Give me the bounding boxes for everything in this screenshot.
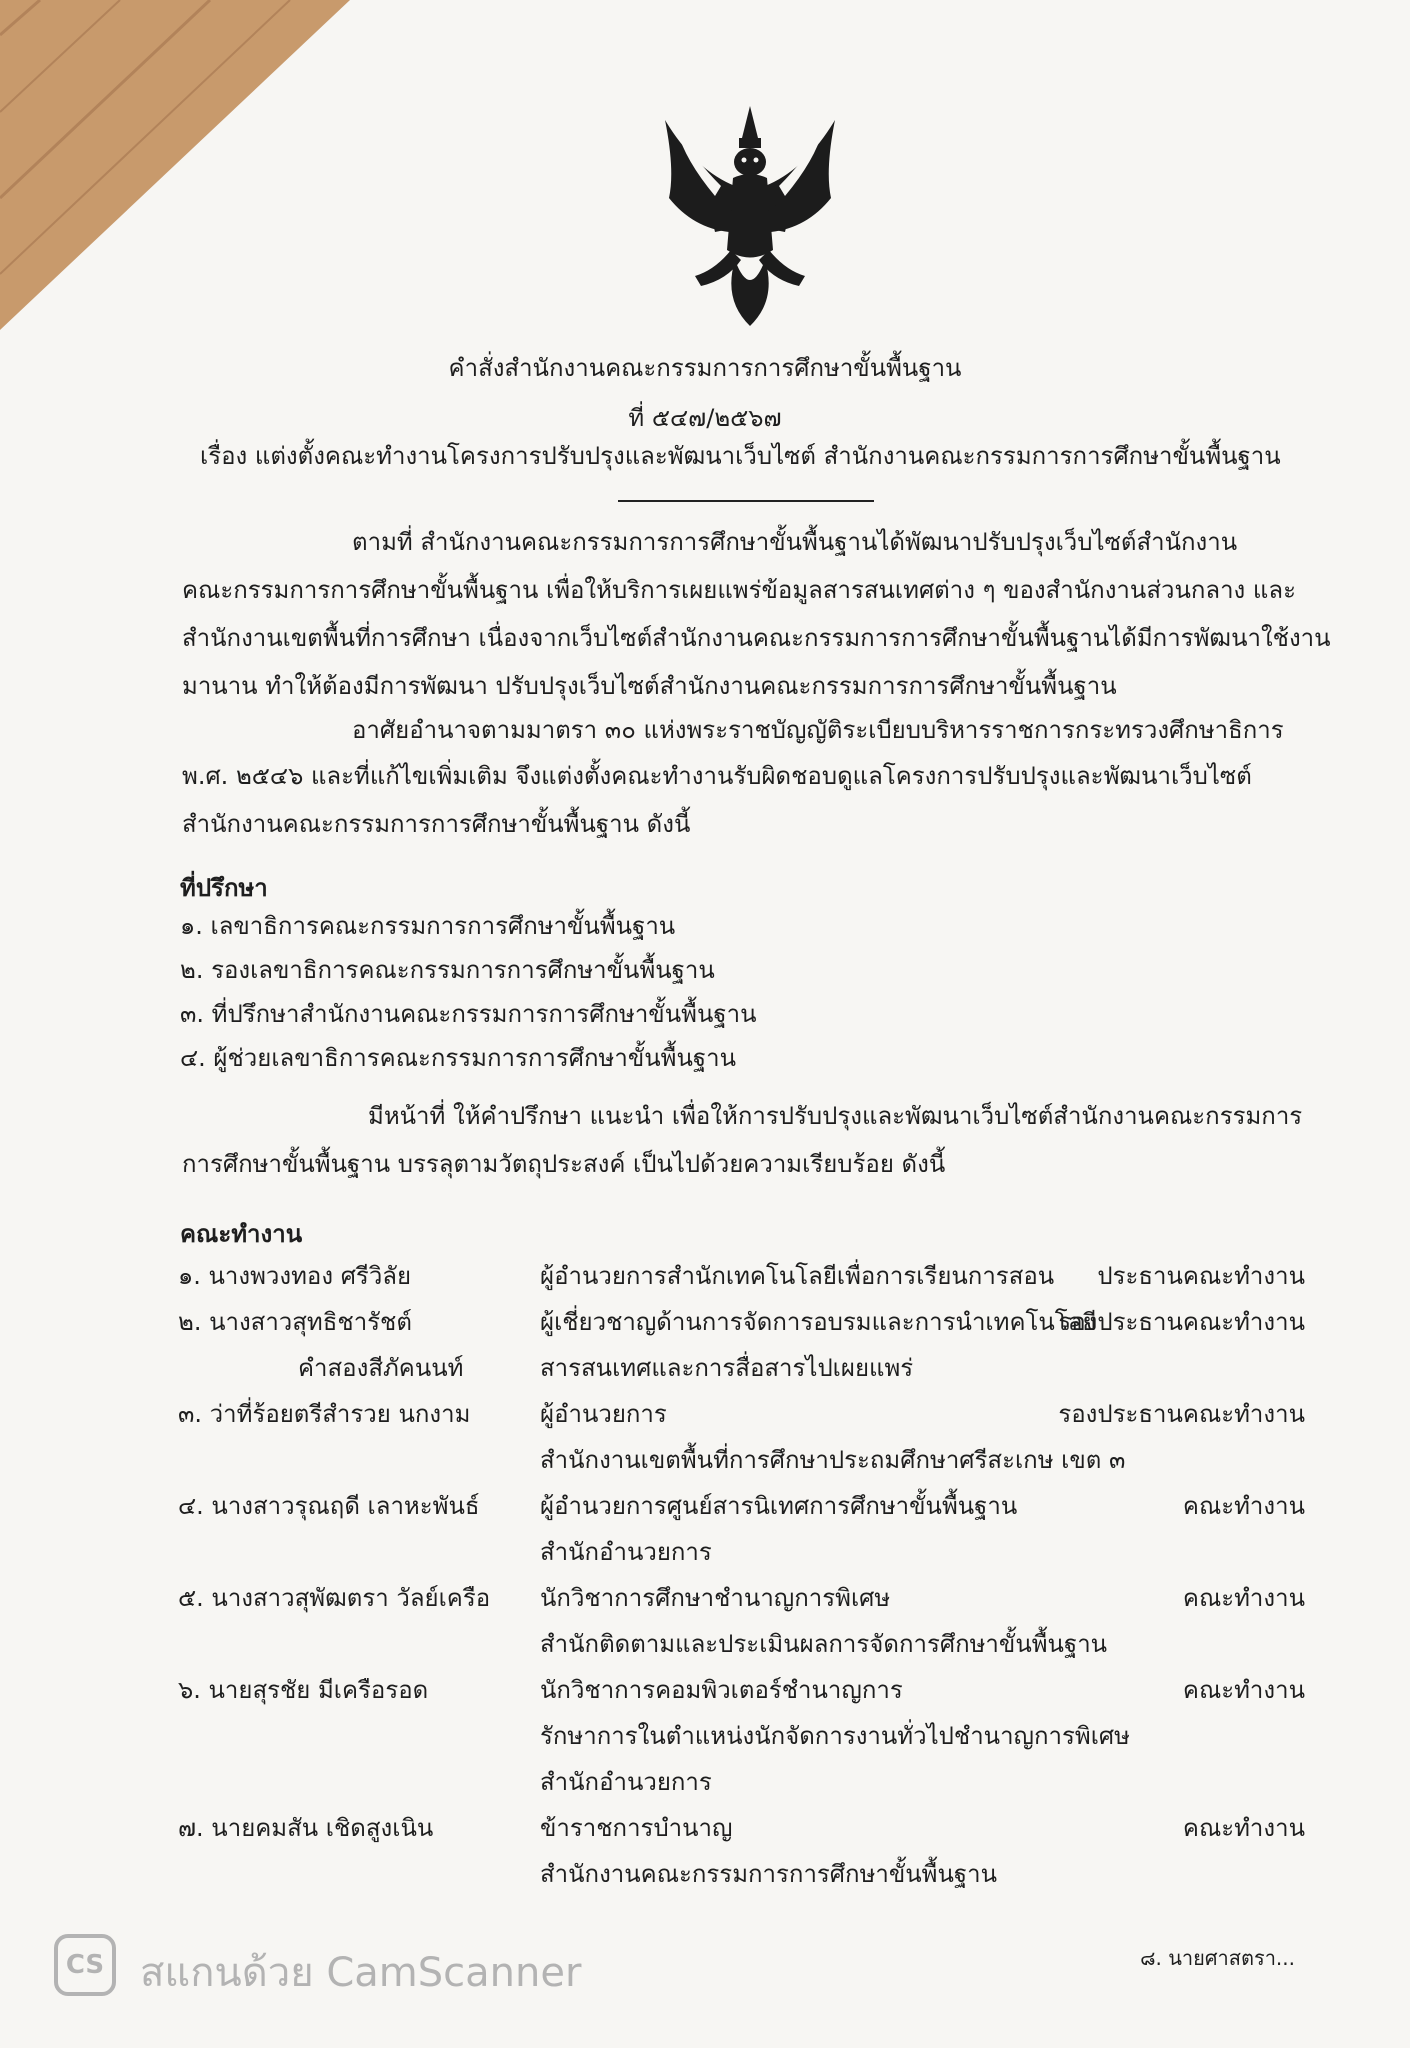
advisors-heading: ที่ปรึกษา: [180, 874, 268, 902]
header-divider: [618, 500, 874, 502]
order-number: ที่ ๕๔๗/๒๕๖๗: [628, 404, 782, 432]
member-2-position-line-1: ผู้เชี่ยวชาญด้านการจัดการอบรมและการนำเทคโนโลยี: [540, 1308, 1097, 1336]
member-6-role: คณะทำงาน: [1182, 1676, 1305, 1704]
para1-line-1: ตามที่ สำนักงานคณะกรรมการการศึกษาขั้นพื้นฐานได้พัฒนาปรับปรุงเว็บไซต์สำนักงาน: [352, 528, 1238, 556]
advisor-item-3: ๓. ที่ปรึกษาสำนักงานคณะกรรมการการศึกษาขั้นพื้นฐาน: [180, 1000, 757, 1028]
para2-line-3: สำนักงานคณะกรรมการการศึกษาขั้นพื้นฐาน ดังนี้: [182, 810, 691, 838]
member-5-position-line-2: สำนักติดตามและประเมินผลการจัดการศึกษาขั้นพื้นฐาน: [540, 1630, 1108, 1658]
para1-line-4: มานาน ทำให้ต้องมีการพัฒนา ปรับปรุงเว็บไซต์สำนักงานคณะกรรมการการศึกษาขั้นพื้นฐาน: [182, 672, 1117, 700]
member-5-role: คณะทำงาน: [1182, 1584, 1305, 1612]
para1-line-3: สำนักงานเขตพื้นที่การศึกษา เนื่องจากเว็บไซต์สำนักงานคณะกรรมการการศึกษาขั้นพื้นฐานได้มีการพัฒนาใช้งาน: [182, 624, 1331, 652]
member-6-name: ๖. นายสุรชัย มีเครือรอด: [178, 1676, 429, 1704]
member-3-position-line-2: สำนักงานเขตพื้นที่การศึกษาประถมศึกษาศรีสะเกษ เขต ๓: [540, 1446, 1126, 1474]
order-subject: เรื่อง แต่งตั้งคณะทำงานโครงการปรับปรุงและพัฒนาเว็บไซต์ สำนักงานคณะกรรมการการศึกษาขั้นพื้นฐาน: [200, 442, 1281, 470]
member-7-name: ๗. นายคมสัน เชิดสูงเนิน: [178, 1814, 434, 1842]
advisor-item-2: ๒. รองเลขาธิการคณะกรรมการการศึกษาขั้นพื้นฐาน: [180, 956, 715, 984]
member-3-position-line-1: ผู้อำนวยการ: [540, 1400, 667, 1428]
member-3-name: ๓. ว่าที่ร้อยตรีสำรวย นกงาม: [178, 1400, 471, 1428]
member-7-position-line-1: ข้าราชการบำนาญ: [540, 1814, 733, 1842]
member-1-role: ประธานคณะทำงาน: [1097, 1262, 1305, 1290]
next-page-continuation: ๘. นายศาสตรา...: [1140, 1946, 1295, 1970]
member-7-position-line-2: สำนักงานคณะกรรมการการศึกษาขั้นพื้นฐาน: [540, 1860, 998, 1888]
para2-line-2: พ.ศ. ๒๕๔๖ และที่แก้ไขเพิ่มเติม จึงแต่งตั้งคณะทำงานรับผิดชอบดูแลโครงการปรับปรุงและพัฒนาเว็บไซต์: [182, 762, 1252, 790]
advisors-duty-line-1: มีหน้าที่ ให้คำปรึกษา แนะนำ เพื่อให้การปรับปรุงและพัฒนาเว็บไซต์สำนักงานคณะกรรมการ: [368, 1102, 1303, 1130]
camscanner-logo-icon: CS: [54, 1934, 116, 1996]
member-6-position-line-3: สำนักอำนวยการ: [540, 1768, 712, 1796]
member-2-role: รองประธานคณะทำงาน: [1058, 1308, 1305, 1336]
order-title: คำสั่งสำนักงานคณะกรรมการการศึกษาขั้นพื้นฐาน: [448, 354, 962, 382]
member-6-position-line-1: นักวิชาการคอมพิวเตอร์ชำนาญการ: [540, 1676, 903, 1704]
member-4-position-line-2: สำนักอำนวยการ: [540, 1538, 712, 1566]
member-3-role: รองประธานคณะทำงาน: [1058, 1400, 1305, 1428]
member-5-name: ๕. นางสาวสุพัฒตรา วัลย์เครือ: [178, 1584, 491, 1612]
member-2-name: ๒. นางสาวสุทธิชารัชต์: [178, 1308, 412, 1336]
member-6-position-line-2: รักษาการในตำแหน่งนักจัดการงานทั่วไปชำนาญการพิเศษ: [540, 1722, 1130, 1750]
camscanner-watermark: สแกนด้วย CamScanner: [140, 1950, 582, 1996]
member-2-position-line-2: สารสนเทศและการสื่อสารไปเผยแพร่: [540, 1354, 914, 1382]
member-1-name: ๑. นางพวงทอง ศรีวิลัย: [178, 1262, 412, 1290]
working-group-heading: คณะทำงาน: [180, 1220, 303, 1248]
advisor-item-1: ๑. เลขาธิการคณะกรรมการการศึกษาขั้นพื้นฐาน: [180, 912, 676, 940]
garuda-emblem-icon: [655, 100, 845, 328]
member-2-name-cont: คำสองสีภัคนนท์: [298, 1354, 464, 1382]
member-5-position-line-1: นักวิชาการศึกษาชำนาญการพิเศษ: [540, 1584, 891, 1612]
member-4-position-line-1: ผู้อำนวยการศูนย์สารนิเทศการศึกษาขั้นพื้นฐาน: [540, 1492, 1018, 1520]
member-7-role: คณะทำงาน: [1182, 1814, 1305, 1842]
para2-line-1: อาศัยอำนาจตามมาตรา ๓๐ แห่งพระราชบัญญัติระเบียบบริหารราชการกระทรวงศึกษาธิการ: [352, 716, 1284, 744]
member-4-role: คณะทำงาน: [1182, 1492, 1305, 1520]
advisors-duty-line-2: การศึกษาขั้นพื้นฐาน บรรลุตามวัตถุประสงค์ เป็นไปด้วยความเรียบร้อย ดังนี้: [182, 1150, 946, 1178]
advisor-item-4: ๔. ผู้ช่วยเลขาธิการคณะกรรมการการศึกษาขั้นพื้นฐาน: [180, 1044, 737, 1072]
member-1-position-line-1: ผู้อำนวยการสำนักเทคโนโลยีเพื่อการเรียนการสอน: [540, 1262, 1055, 1290]
para1-line-2: คณะกรรมการการศึกษาขั้นพื้นฐาน เพื่อให้บริการเผยแพร่ข้อมูลสารสนเทศต่าง ๆ ของสำนักงานส่วนกลาง และ: [182, 576, 1296, 604]
member-4-name: ๔. นางสาวรุณฤดี เลาหะพันธ์: [178, 1492, 480, 1520]
